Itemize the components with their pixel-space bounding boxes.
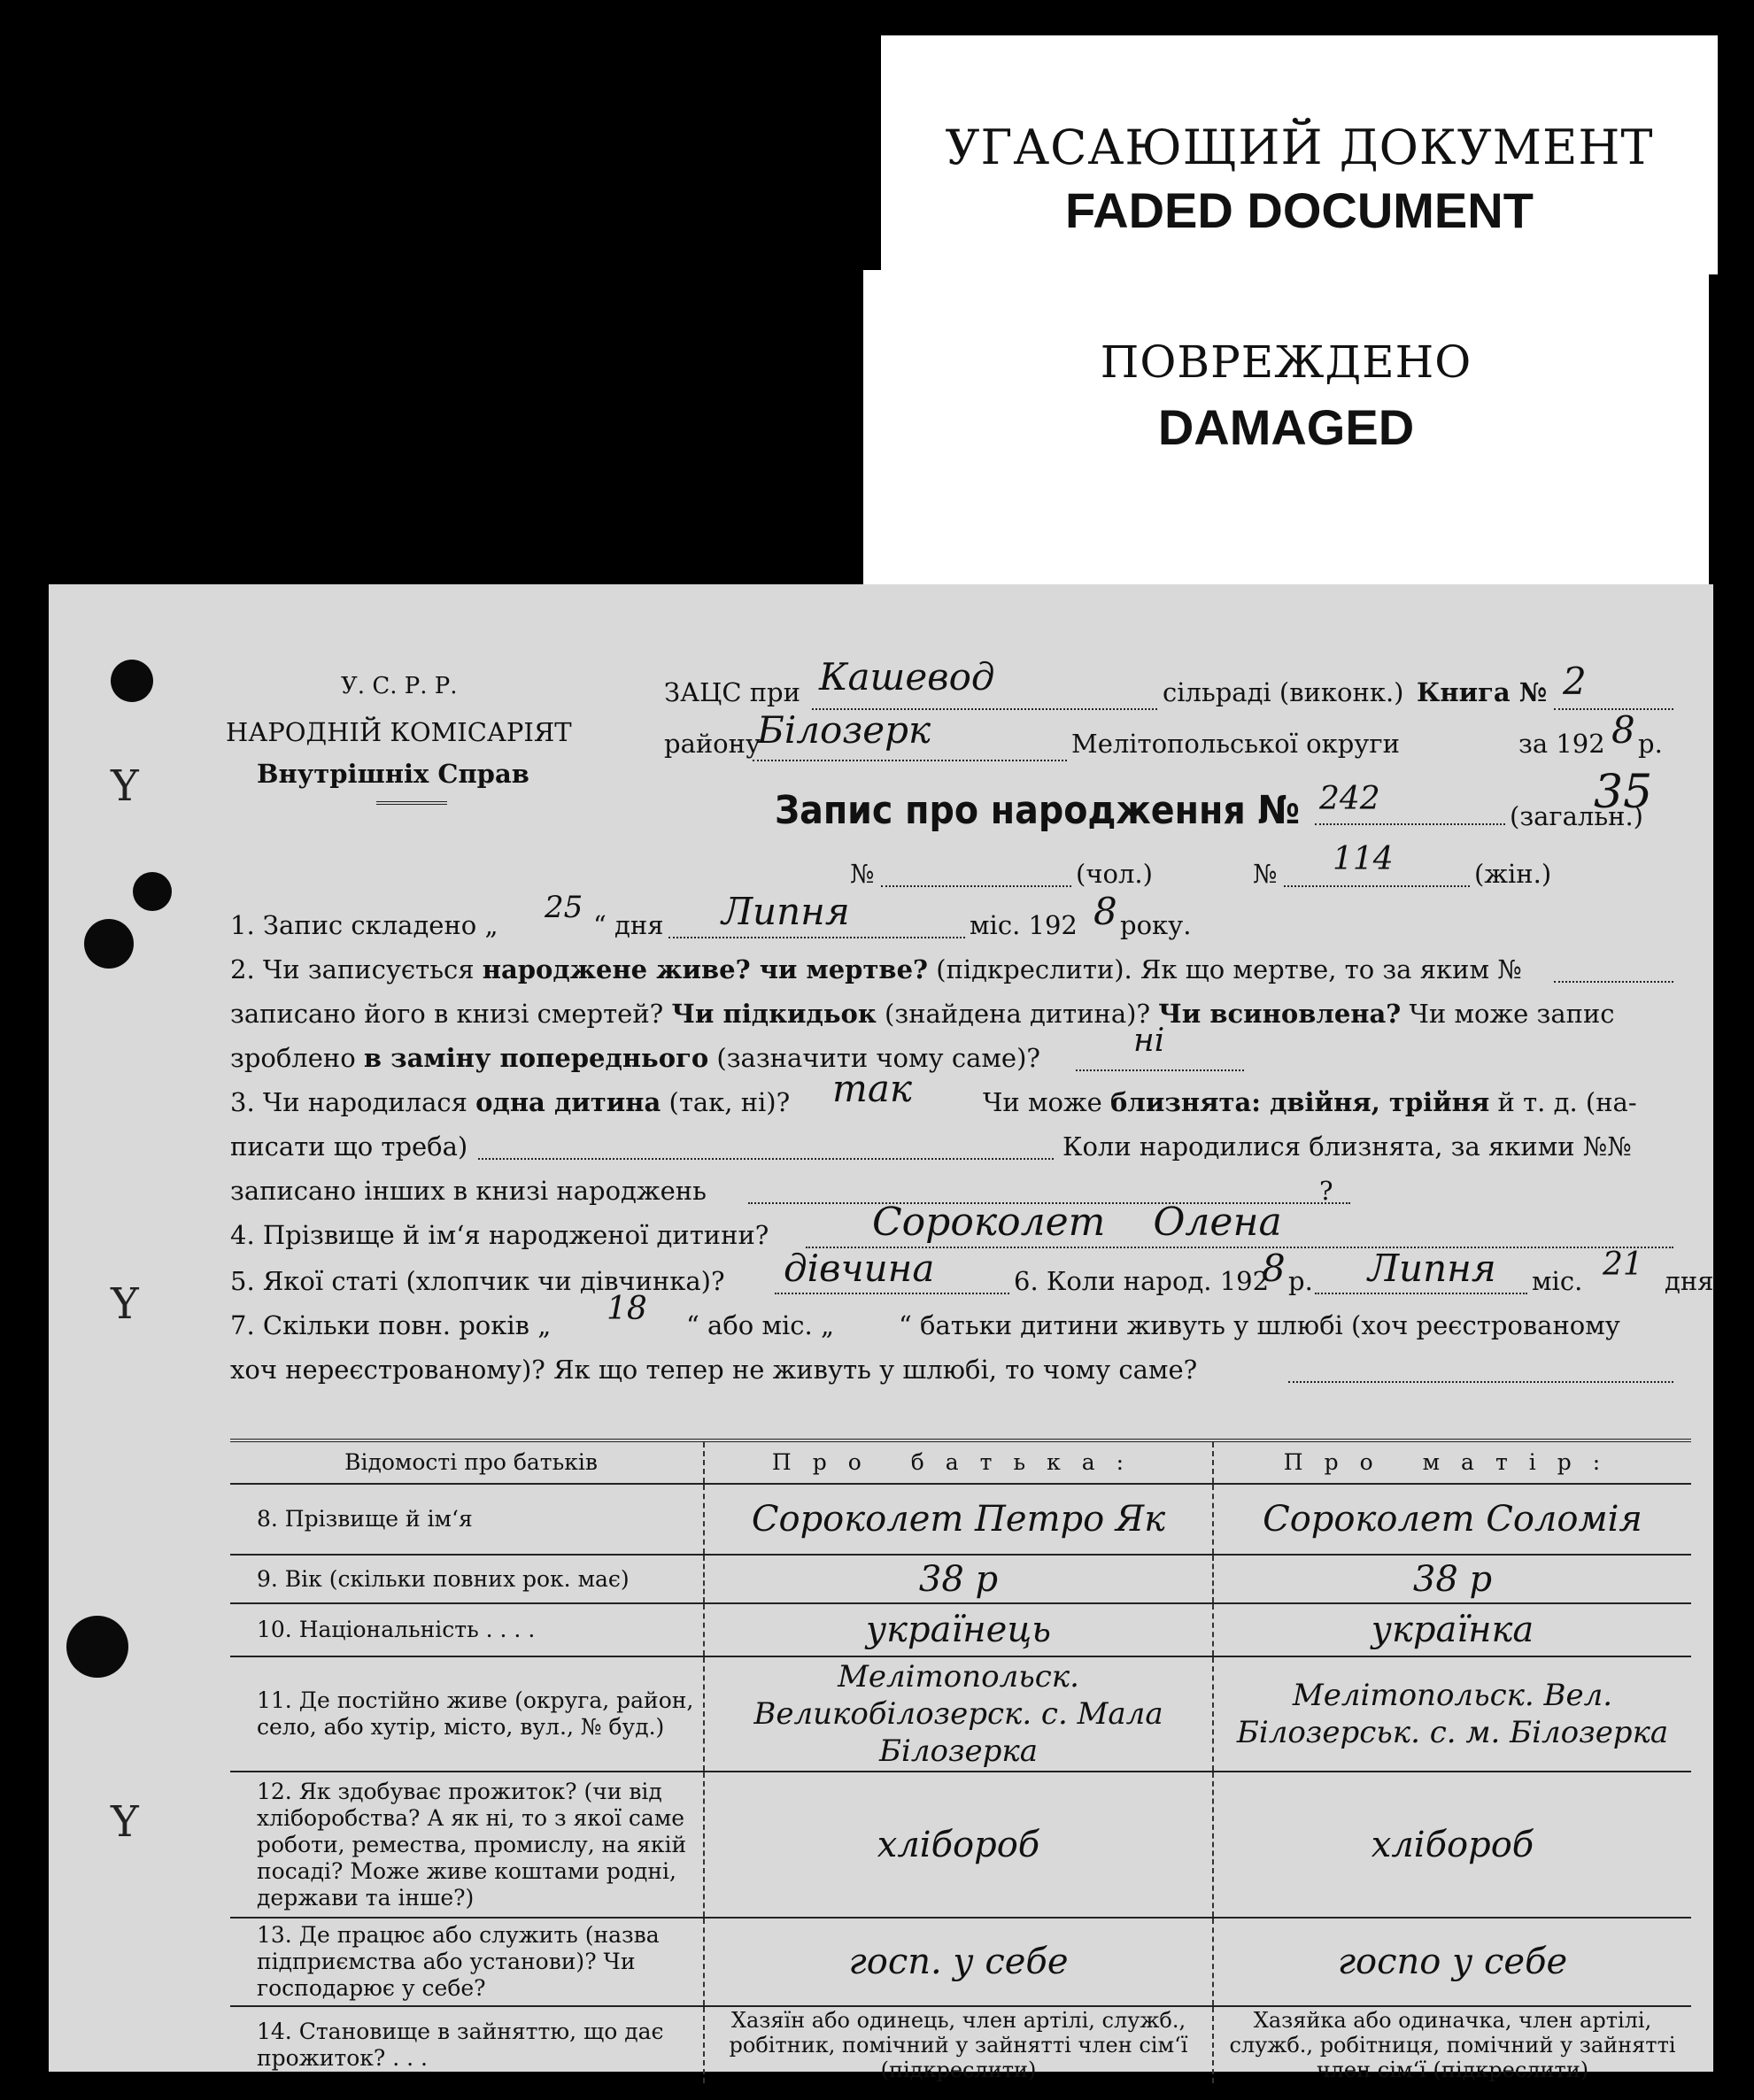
q5-sex-handwriting: дівчина bbox=[784, 1247, 935, 1290]
q2-line1-b: народжене живе? чи мертве? bbox=[482, 954, 929, 984]
row-label: 13. Де працює або служить (назва підприємства або установи)? Чи господарює у себе? bbox=[230, 1918, 704, 2006]
q2-line2-d: Чи всиновлена? bbox=[1158, 999, 1402, 1029]
table-row bbox=[230, 1603, 1691, 1656]
mother-value: 38 р bbox=[1213, 1555, 1691, 1603]
record-number-handwriting: 242 bbox=[1319, 781, 1380, 817]
q6-year-handwriting: 8 bbox=[1262, 1247, 1286, 1290]
q7-line2: хоч нереєстрованому)? Як що тепер не живуть у шлюбі, то чому саме? bbox=[230, 1355, 1198, 1385]
internal-affairs-label: Внутрішніх Справ bbox=[257, 759, 529, 789]
q2-line1 bbox=[230, 954, 1522, 984]
mother-value: Сороколет Соломія bbox=[1213, 1484, 1691, 1555]
q1-a: 1. Запис складено „ bbox=[230, 910, 498, 940]
parents-table bbox=[230, 1439, 1691, 2083]
q5-dots bbox=[775, 1293, 1009, 1294]
q6-b: р. bbox=[1288, 1266, 1313, 1296]
q7-a: 7. Скільки повн. років „ bbox=[230, 1310, 552, 1340]
q3-line2-a: писати що треба) bbox=[230, 1131, 468, 1162]
table-row bbox=[230, 1772, 1691, 1918]
q7-c: “ батьки дитини живуть у шлюбі (хоч реєстрованому bbox=[899, 1310, 1620, 1340]
punch-hole bbox=[66, 1616, 128, 1678]
male-no-dots bbox=[881, 885, 1071, 887]
q1-day-handwriting: 25 bbox=[545, 890, 583, 925]
q2-line3-dots bbox=[1076, 1069, 1244, 1071]
q2-line2-b: Чи підкидьок bbox=[671, 999, 877, 1029]
faded-stamp-en: FADED DOCUMENT bbox=[1065, 182, 1534, 238]
district-handwriting: Білозерк bbox=[757, 708, 931, 752]
female-number-handwriting: 114 bbox=[1333, 841, 1394, 877]
row-label: 8. Прізвище й ім‘я bbox=[230, 1484, 704, 1555]
q2-line1-dots bbox=[1554, 981, 1673, 983]
q6-month-handwriting: Липня bbox=[1368, 1247, 1496, 1290]
q2-handwriting: ні bbox=[1133, 1023, 1165, 1059]
q2-line1-c: (підкреслити). Як що мертве, то за яким № bbox=[928, 954, 1522, 984]
q2-line3-c: (зазначити чому саме)? bbox=[708, 1043, 1040, 1073]
father-value: Хазяїн або одинець, член артілі, служб., робітник, помічний у зайнятті член сім‘ї (підкреслити) bbox=[704, 2006, 1213, 2083]
punch-hole bbox=[84, 919, 134, 969]
table-row bbox=[230, 1656, 1691, 1772]
header-mother: Про матір: bbox=[1213, 1440, 1691, 1484]
q2-line1-a: 2. Чи записується bbox=[230, 954, 483, 984]
q6-a: 6. Коли народ. 192 bbox=[1014, 1266, 1270, 1296]
book-number-handwriting: 2 bbox=[1563, 660, 1587, 703]
mother-value: Мелітопольск. Вел. Білозерськ. с. м. Білозерка bbox=[1213, 1656, 1691, 1772]
zags-village-handwriting: Кашевод bbox=[819, 655, 995, 699]
q2-line3-b: в заміну попереднього bbox=[363, 1043, 709, 1073]
punch-hole bbox=[133, 872, 172, 911]
q3-line3-q: ? bbox=[1319, 1176, 1333, 1206]
father-value: українець bbox=[704, 1603, 1213, 1656]
q3-line1-right bbox=[983, 1087, 1637, 1117]
table-row bbox=[230, 1918, 1691, 2006]
damaged-stamp-ru: ПОВРЕЖДЕНО bbox=[1100, 336, 1472, 388]
female-no-dots bbox=[1284, 885, 1470, 887]
female-no-label: № bbox=[1253, 859, 1278, 889]
q3-line1-c: (так, ні)? bbox=[661, 1087, 791, 1117]
father-value: Сороколет Петро Як bbox=[704, 1484, 1213, 1555]
punch-hole bbox=[111, 660, 153, 702]
table-row bbox=[230, 1555, 1691, 1603]
header-father: Про батька: bbox=[704, 1440, 1213, 1484]
district-prefix: району bbox=[664, 729, 761, 759]
q1-c: міс. 192 bbox=[970, 910, 1078, 940]
male-no-label: № bbox=[850, 859, 875, 889]
q1-month-handwriting: Липня bbox=[722, 890, 850, 933]
male-label: (чол.) bbox=[1076, 859, 1153, 889]
book-label: Книга № bbox=[1417, 677, 1548, 707]
row-label: 12. Як здобуває прожиток? (чи від хліборобства? А як ні, то з якої саме роботи, ремества, промислу, на якій посаді? Може живе коштами родні, держави та інше?) bbox=[230, 1772, 704, 1918]
q2-line3-a: зроблено bbox=[230, 1043, 364, 1073]
q3-line2-dots bbox=[478, 1158, 1054, 1160]
father-value: Мелітопольск. Великобілозерск. с. Мала Білозерка bbox=[704, 1656, 1213, 1772]
q7-b: “ або міс. „ bbox=[686, 1310, 835, 1340]
q7-dots bbox=[1288, 1381, 1673, 1383]
table-row bbox=[230, 1484, 1691, 1555]
faded-document-stamp bbox=[881, 35, 1718, 274]
q3-line1-d: Чи може bbox=[983, 1087, 1111, 1117]
q1-d: року. bbox=[1120, 910, 1192, 940]
q3-line1-e: близнята: двійня, трійня bbox=[1110, 1087, 1490, 1117]
q3-line2-b: Коли народилися близнята, за якими №№ bbox=[1062, 1131, 1632, 1162]
header-divider bbox=[376, 801, 447, 805]
pin-mark-icon: Y bbox=[111, 1797, 139, 1847]
q2-line2-a: записано його в книзі смертей? bbox=[230, 999, 672, 1029]
q3-line1-b: одна дитина bbox=[475, 1087, 661, 1117]
q2-line3 bbox=[230, 1043, 1040, 1073]
mother-value: хлібороб bbox=[1213, 1772, 1691, 1918]
damaged-stamp-en: DAMAGED bbox=[1157, 399, 1415, 455]
header-parents-info: Відомості про батьків bbox=[230, 1440, 704, 1484]
q1-b: “ дня bbox=[593, 910, 664, 940]
zags-suffix: сільраді (виконк.) bbox=[1163, 677, 1404, 707]
q6-c: міс. bbox=[1532, 1266, 1583, 1296]
year-suffix: р. bbox=[1638, 729, 1663, 759]
female-label: (жін.) bbox=[1474, 859, 1552, 889]
q7-years-handwriting: 18 bbox=[607, 1291, 647, 1327]
q6-month-dots bbox=[1315, 1293, 1527, 1294]
row-label: 11. Де постійно живе (округа, район, село, або хутір, місто, вул., № буд.) bbox=[230, 1656, 704, 1772]
commissariat-label: НАРОДНІЙ КОМІСАРІЯТ bbox=[226, 717, 572, 747]
general-label: (загальн.) bbox=[1510, 801, 1643, 831]
mother-value: українка bbox=[1213, 1603, 1691, 1656]
district-suffix: Мелітопольської округи bbox=[1071, 729, 1400, 759]
table-header-row bbox=[230, 1440, 1691, 1484]
usrr-label: У. С. Р. Р. bbox=[341, 673, 458, 699]
record-title: Запис про народження № bbox=[775, 788, 1301, 833]
year-handwriting: 8 bbox=[1611, 708, 1635, 752]
q4-dots bbox=[806, 1247, 1673, 1248]
q1-month-dots bbox=[668, 937, 965, 938]
pin-mark-icon: Y bbox=[111, 761, 139, 811]
q4-label: 4. Прізвище й ім‘я народженої дитини? bbox=[230, 1220, 769, 1250]
father-value: госп. у себе bbox=[704, 1918, 1213, 2006]
table-row bbox=[230, 2006, 1691, 2083]
pin-mark-icon: Y bbox=[111, 1279, 139, 1329]
father-value: хлібороб bbox=[704, 1772, 1213, 1918]
father-value: 38 р bbox=[704, 1555, 1213, 1603]
q2-line2-c: (знайдена дитина)? bbox=[876, 999, 1159, 1029]
q1-year-handwriting: 8 bbox=[1093, 890, 1117, 933]
q3-handwriting: так bbox=[832, 1067, 912, 1110]
damaged-stamp bbox=[863, 270, 1709, 606]
q2-line2 bbox=[230, 999, 1615, 1029]
row-label: 9. Вік (скільки повних рок. має) bbox=[230, 1555, 704, 1603]
year-prefix: за 192 bbox=[1518, 729, 1605, 759]
mother-value: Хазяйка або одиначка, член артілі, служб., робітниця, помічний у зайнятті член сім‘ї (підкреслити) bbox=[1213, 2006, 1691, 2083]
q3-line1-left bbox=[230, 1087, 790, 1117]
faded-stamp-ru: УГАСАЮЩИЙ ДОКУМЕНТ bbox=[945, 120, 1654, 175]
mother-value: госпо у себе bbox=[1213, 1918, 1691, 2006]
q3-line1-f: й т. д. (на- bbox=[1489, 1087, 1637, 1117]
row-label: 14. Становище в зайняттю, що дає прожиток? . . . bbox=[230, 2006, 704, 2083]
q3-line1-a: 3. Чи народилася bbox=[230, 1087, 476, 1117]
corner-number-handwriting: 35 bbox=[1594, 766, 1653, 819]
q3-line3: записано інших в книзі народжень bbox=[230, 1176, 707, 1206]
q6-day-handwriting: 21 bbox=[1603, 1247, 1643, 1283]
district-dots bbox=[753, 760, 1067, 761]
q4-child-name-handwriting: Сороколет Олена bbox=[872, 1200, 1282, 1245]
row-label: 10. Національність . . . . bbox=[230, 1603, 704, 1656]
q2-line2-e: Чи може запис bbox=[1401, 999, 1615, 1029]
q5-label: 5. Якої статі (хлопчик чи дівчинка)? bbox=[230, 1266, 725, 1296]
q6-d: дня bbox=[1665, 1266, 1714, 1296]
record-number-dots bbox=[1315, 823, 1505, 825]
zags-prefix: ЗАЦС при bbox=[664, 677, 800, 707]
birth-record-form bbox=[49, 584, 1714, 2082]
